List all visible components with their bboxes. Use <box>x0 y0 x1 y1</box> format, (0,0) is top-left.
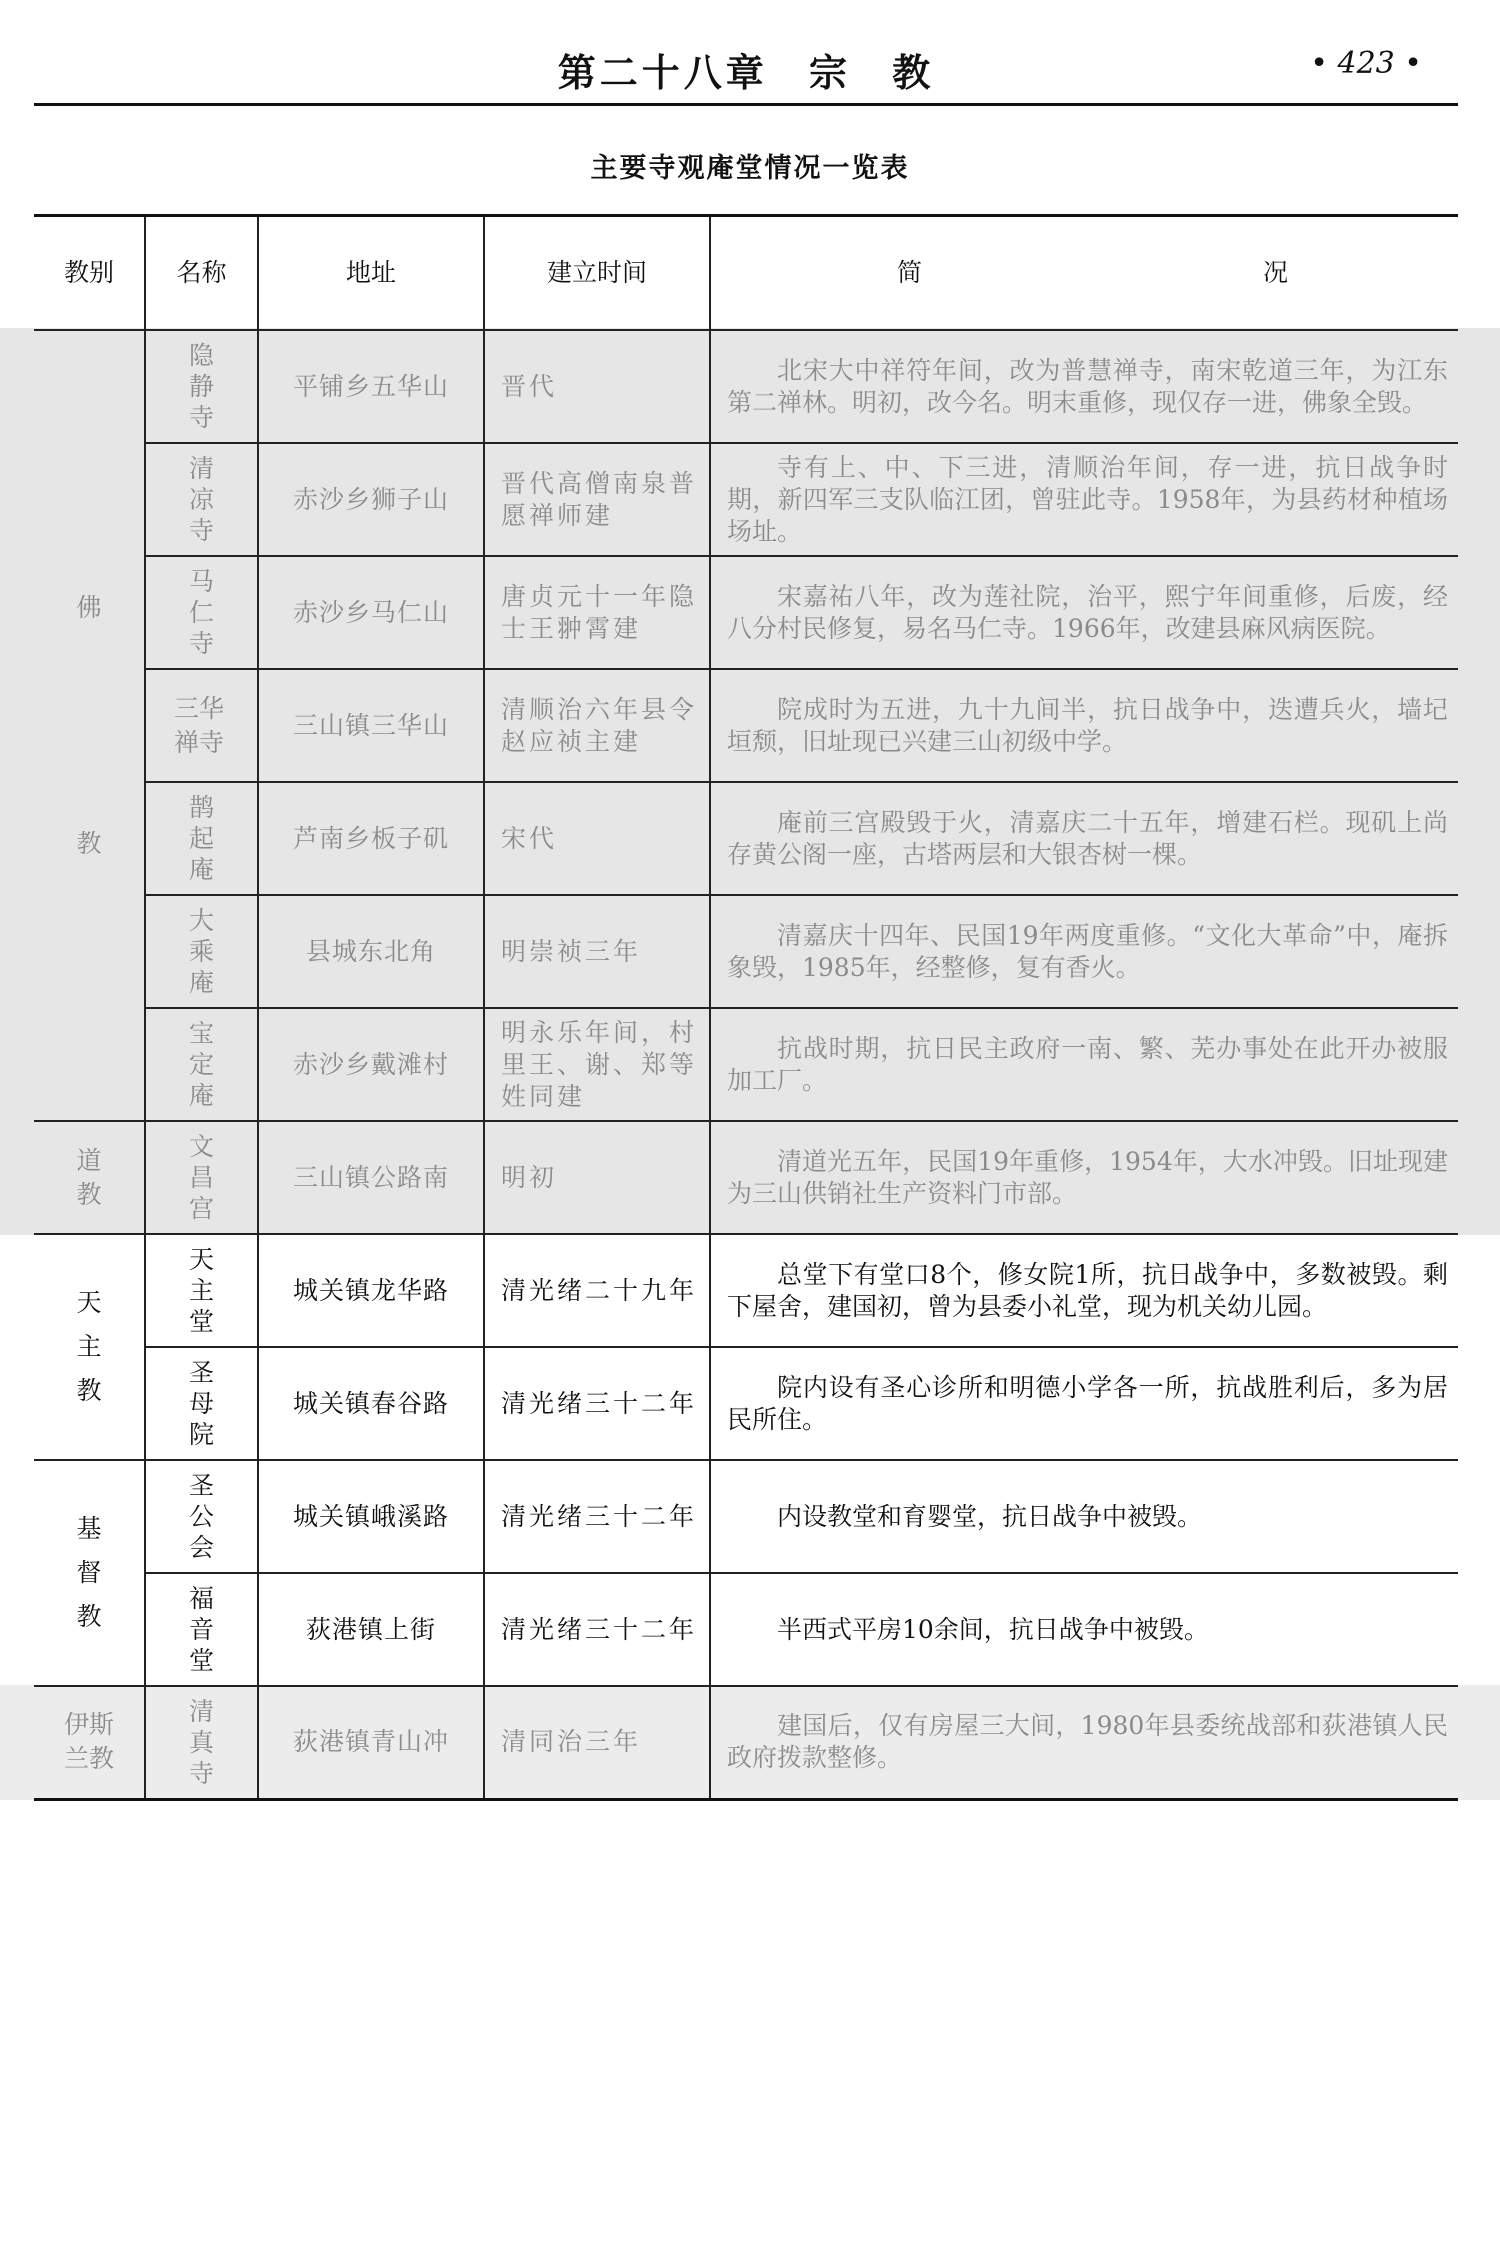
name-text: 清真寺 <box>189 1696 215 1788</box>
column-header-address: 地址 <box>258 216 484 331</box>
founded-cell: 晋代高僧南泉普愿禅师建 <box>484 443 710 556</box>
table-row <box>34 782 1458 895</box>
name-cell <box>145 556 258 669</box>
address-cell: 荻港镇上街 <box>258 1573 484 1686</box>
founded-cell: 明崇祯三年 <box>484 895 710 1008</box>
religion-label: 佛教 <box>76 592 102 858</box>
summary-cell: 北宋大中祥符年间，改为普慧禅寺，南宋乾道三年，为江东第二禅林。明初，改今名。明末重修，现仅存一进，佛象全毁。 <box>710 330 1458 443</box>
column-header-summary-part2: 况 <box>1262 258 1288 287</box>
founded-cell: 清光绪三十二年 <box>484 1347 710 1460</box>
founded-cell: 清同治三年 <box>484 1686 710 1799</box>
summary-cell: 庵前三宫殿毁于火，清嘉庆二十五年，增建石栏。现矶上尚存黄公阁一座，古塔两层和大银杏树一棵。 <box>710 782 1458 895</box>
table-row <box>34 1686 1458 1799</box>
founded-cell: 清顺治六年县令赵应祯主建 <box>484 669 710 782</box>
name-cell <box>145 330 258 443</box>
table-row <box>34 1234 1458 1347</box>
address-cell: 赤沙乡马仁山 <box>258 556 484 669</box>
summary-cell: 总堂下有堂口8个，修女院1所，抗日战争中，多数被毁。剩下屋舍，建国初，曾为县委小礼堂，现为机关幼儿园。 <box>710 1234 1458 1347</box>
name-cell <box>145 895 258 1008</box>
name-cell <box>145 1121 258 1234</box>
address-cell: 赤沙乡狮子山 <box>258 443 484 556</box>
table-row <box>34 1008 1458 1121</box>
name-text: 鹊起庵 <box>189 793 215 884</box>
founded-cell: 晋代 <box>484 330 710 443</box>
table-row <box>34 669 1458 782</box>
name-text: 宝定庵 <box>189 1019 215 1110</box>
religion-label: 天主教 <box>76 1288 102 1405</box>
summary-cell: 院内设有圣心诊所和明德小学各一所，抗战胜利后，多为居民所住。 <box>710 1347 1458 1460</box>
religion-cell-catholicism <box>34 1234 145 1460</box>
temples-table <box>34 214 1458 1801</box>
header-rule <box>34 103 1458 106</box>
chapter-title: 第二十八章 宗 教 <box>557 50 935 95</box>
founded-cell: 清光绪三十二年 <box>484 1460 710 1573</box>
table-row <box>34 443 1458 556</box>
address-cell: 平铺乡五华山 <box>258 330 484 443</box>
address-cell: 芦南乡板子矶 <box>258 782 484 895</box>
name-text: 马仁寺 <box>189 567 215 658</box>
religion-cell-christianity <box>34 1460 145 1686</box>
founded-cell: 清光绪二十九年 <box>484 1234 710 1347</box>
address-cell: 城关镇春谷路 <box>258 1347 484 1460</box>
summary-cell: 抗战时期，抗日民主政府一南、繁、芜办事处在此开办被服加工厂。 <box>710 1008 1458 1121</box>
name-text: 天主堂 <box>189 1245 215 1336</box>
address-cell: 荻港镇青山冲 <box>258 1686 484 1799</box>
name-cell <box>145 1234 258 1347</box>
name-text: 清凉寺 <box>189 454 215 545</box>
column-header-summary-part1: 简 <box>897 258 923 287</box>
name-cell <box>145 1347 258 1460</box>
summary-cell: 清嘉庆十四年、民国19年两度重修。“文化大革命”中，庵拆象毁，1985年，经整修，复有香火。 <box>710 895 1458 1008</box>
summary-cell: 宋嘉祐八年，改为莲社院，治平，熙宁年间重修，后废，经八分村民修复，易名马仁寺。1966年，改建县麻风病医院。 <box>710 556 1458 669</box>
address-cell: 三山镇公路南 <box>258 1121 484 1234</box>
name-cell <box>145 669 258 782</box>
page-number: • 423 • <box>1310 46 1422 81</box>
name-text: 文昌宫 <box>189 1132 215 1223</box>
name-text: 大乘庵 <box>189 906 215 997</box>
founded-cell: 明永乐年间，村里王、谢、郑等姓同建 <box>484 1008 710 1121</box>
name-cell <box>145 1008 258 1121</box>
summary-cell: 半西式平房10余间，抗日战争中被毁。 <box>710 1573 1458 1686</box>
name-text: 三华禅寺 <box>174 693 225 757</box>
name-cell <box>145 782 258 895</box>
address-cell: 赤沙乡戴滩村 <box>258 1008 484 1121</box>
founded-cell: 宋代 <box>484 782 710 895</box>
address-cell: 三山镇三华山 <box>258 669 484 782</box>
page-header <box>34 34 1458 104</box>
name-text: 隐静寺 <box>189 341 215 432</box>
summary-cell: 建国后，仅有房屋三大间，1980年县委统战部和荻港镇人民政府拨款整修。 <box>710 1686 1458 1799</box>
religion-label: 道教 <box>76 1145 102 1209</box>
table-row <box>34 1121 1458 1234</box>
table-title: 主要寺观庵堂情况一览表 <box>590 153 910 184</box>
table-row <box>34 556 1458 669</box>
founded-cell: 唐贞元十一年隐士王翀霄建 <box>484 556 710 669</box>
religion-cell-taoism <box>34 1121 145 1234</box>
religion-label: 伊斯兰教 <box>63 1710 114 1774</box>
name-text: 福音堂 <box>189 1584 215 1675</box>
address-cell: 县城东北角 <box>258 895 484 1008</box>
founded-cell: 清光绪三十二年 <box>484 1573 710 1686</box>
name-text: 圣母院 <box>189 1358 215 1449</box>
religion-cell-islam <box>34 1686 145 1799</box>
table-row <box>34 1573 1458 1686</box>
column-header-founded: 建立时间 <box>484 216 710 331</box>
address-cell: 城关镇峨溪路 <box>258 1460 484 1573</box>
religion-label: 基督教 <box>76 1514 102 1631</box>
column-header-summary <box>710 216 1458 331</box>
name-cell <box>145 1460 258 1573</box>
name-text: 圣公会 <box>189 1471 215 1562</box>
table-row <box>34 895 1458 1008</box>
summary-cell: 清道光五年，民国19年重修，1954年，大水冲毁。旧址现建为三山供销社生产资料门市部。 <box>710 1121 1458 1234</box>
table-row <box>34 1460 1458 1573</box>
table-row <box>34 1347 1458 1460</box>
column-header-religion: 教别 <box>34 216 145 331</box>
name-cell <box>145 443 258 556</box>
summary-cell: 寺有上、中、下三进，清顺治年间，存一进，抗日战争时期，新四军三支队临江团，曾驻此寺。1958年，为县药材种植场场址。 <box>710 443 1458 556</box>
summary-cell: 院成时为五进，九十九间半，抗日战争中，迭遭兵火，墙圮垣颓，旧址现已兴建三山初级中学。 <box>710 669 1458 782</box>
summary-cell: 内设教堂和育婴堂，抗日战争中被毁。 <box>710 1460 1458 1573</box>
address-cell: 城关镇龙华路 <box>258 1234 484 1347</box>
name-cell <box>145 1573 258 1686</box>
table-header-row <box>34 216 1458 331</box>
religion-cell-buddhism <box>34 330 145 1121</box>
table-row <box>34 330 1458 443</box>
name-cell <box>145 1686 258 1799</box>
column-header-name: 名称 <box>145 216 258 331</box>
founded-cell: 明初 <box>484 1121 710 1234</box>
